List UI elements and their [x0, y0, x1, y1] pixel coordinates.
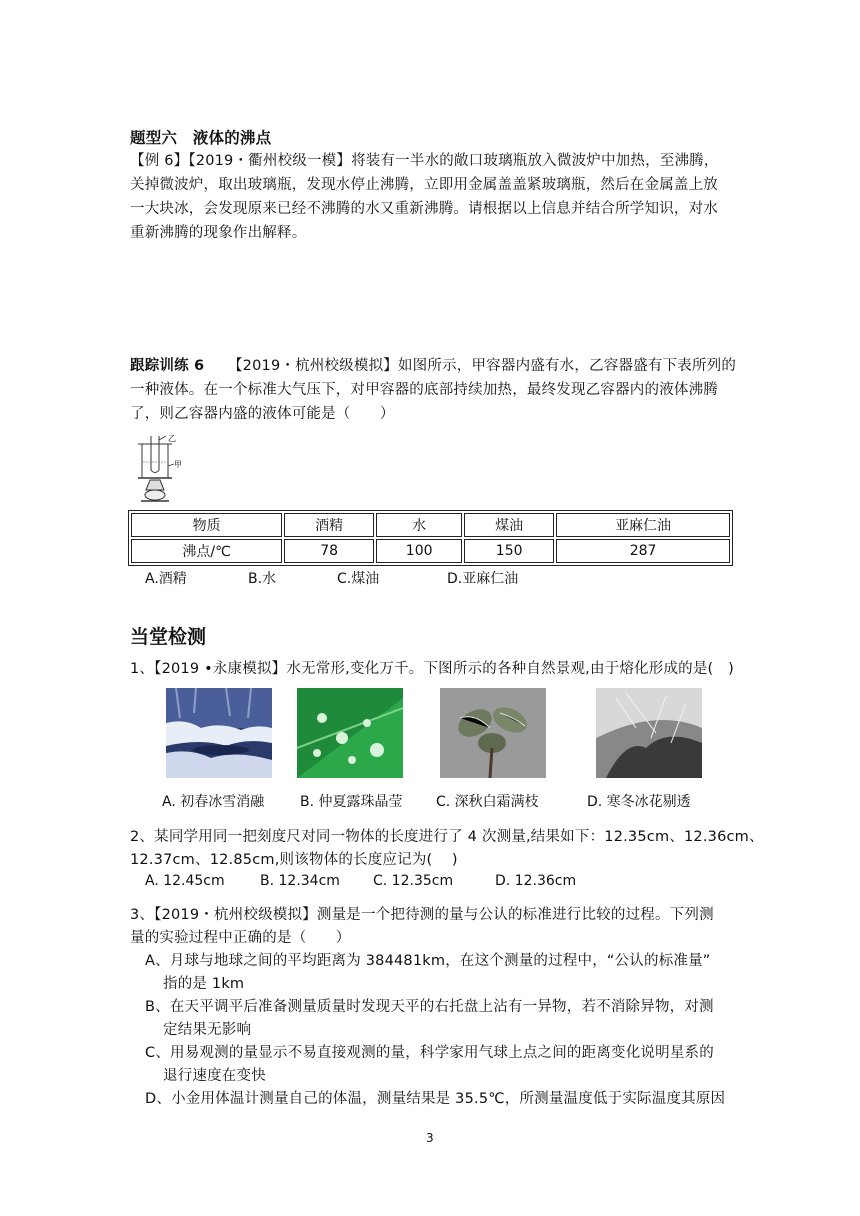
example-line: 一大块冰，会发现原来已经不沸腾的水又重新沸腾。请根据以上信息并结合所学知识，对水	[130, 201, 718, 217]
table-cell: 物质	[131, 513, 282, 537]
q1-text: 1、【2019 •永康模拟】水无常形,变化万千。下图所示的各种自然景观,由于熔化形成的是( )	[130, 661, 734, 677]
table-cell: 煤油	[464, 513, 554, 537]
practice-label: 跟踪训练 6	[130, 358, 205, 374]
q3-option-a: A、月球与地球之间的平均距离为 384481km，在这个测量的过程中，“公认的标准量”	[145, 953, 711, 969]
option-d: D.亚麻仁油	[447, 571, 519, 587]
q2-option-a: A. 12.45cm	[145, 873, 225, 889]
q3-option-a-cont: 指的是 1km	[163, 976, 245, 992]
photo-melting-snow	[166, 688, 272, 778]
label-yi: 乙	[168, 434, 176, 443]
table-cell: 水	[376, 513, 462, 537]
practice-line-1	[130, 355, 736, 377]
q3-option-c: C、用易观测的量显示不易直接观测的量，科学家用气球上点之间的距离变化说明星系的	[145, 1045, 714, 1061]
option-b: B.水	[248, 571, 277, 587]
q2-line: 12.37cm、12.85cm,则该物体的长度应记为( )	[130, 852, 458, 868]
practice-line: 了，则乙容器内盛的液体可能是（ ）	[130, 406, 395, 422]
example-line: 关掉微波炉，取出玻璃瓶，发现水停止沸腾，立即用金属盖盖紧玻璃瓶，然后在金属盖上放	[130, 177, 718, 193]
table-cell: 287	[556, 539, 730, 563]
practice-text: 【2019・杭州校级模拟】如图所示，甲容器内盛有水，乙容器盛有下表所列的	[227, 358, 737, 374]
label-jia: 甲	[174, 460, 182, 469]
table-cell: 酒精	[284, 513, 374, 537]
q2-option-d: D. 12.36cm	[495, 873, 577, 889]
caption-a: A. 初春冰雪消融	[162, 794, 265, 810]
caption-d: D. 寒冬冰花剔透	[587, 794, 691, 810]
table-cell: 78	[284, 539, 374, 563]
photo-ice-flowers	[596, 688, 702, 778]
table-row	[131, 513, 730, 537]
q3-line: 3、【2019・杭州校级模拟】测量是一个把待测的量与公认的标准进行比较的过程。下列测	[130, 907, 714, 923]
option-c: C.煤油	[337, 571, 380, 587]
q3-option-d: D、小金用体温计测量自己的体温，测量结果是 35.5℃，所测量温度低于实际温度其原因	[145, 1091, 726, 1107]
check-title: 当堂检测	[130, 626, 207, 648]
q3-option-b-cont: 定结果无影响	[163, 1022, 252, 1038]
photo-dew-drops	[297, 688, 403, 778]
q3-option-c-cont: 退行速度在变快	[163, 1068, 266, 1084]
section-title: 题型六 液体的沸点	[130, 129, 272, 147]
page-number: 3	[426, 1131, 434, 1145]
q2-option-b: B. 12.34cm	[260, 873, 340, 889]
table-cell: 亚麻仁油	[556, 513, 730, 537]
practice-line: 一种液体。在一个标准大气压下，对甲容器的底部持续加热，最终发现乙容器内的液体沸腾	[130, 382, 718, 398]
q2-line: 2、某同学用同一把刻度尺对同一物体的长度进行了 4 次测量,结果如下：12.35cm、12.36cm、	[130, 829, 764, 845]
option-a: A.酒精	[145, 571, 187, 587]
apparatus-figure	[132, 432, 188, 504]
example-line: 重新沸腾的现象作出解释。	[130, 225, 307, 241]
q2-option-c: C. 12.35cm	[373, 873, 454, 889]
table-cell: 沸点/℃	[131, 539, 282, 563]
table-cell: 100	[376, 539, 462, 563]
caption-c: C. 深秋白霜满枝	[436, 794, 539, 810]
table-cell: 150	[464, 539, 554, 563]
caption-b: B. 仲夏露珠晶莹	[300, 794, 403, 810]
photo-frost	[440, 688, 546, 778]
boiling-point-table	[128, 510, 733, 566]
example-line: 【例 6】【2019・衢州校级一模】将装有一半水的敞口玻璃瓶放入微波炉中加热，至沸腾，	[130, 153, 719, 169]
q3-option-b: B、在天平调平后准备测量质量时发现天平的右托盘上沾有一异物，若不消除异物，对测	[145, 999, 714, 1015]
table-row	[131, 539, 730, 563]
q3-line: 量的实验过程中正确的是（ ）	[130, 930, 351, 946]
